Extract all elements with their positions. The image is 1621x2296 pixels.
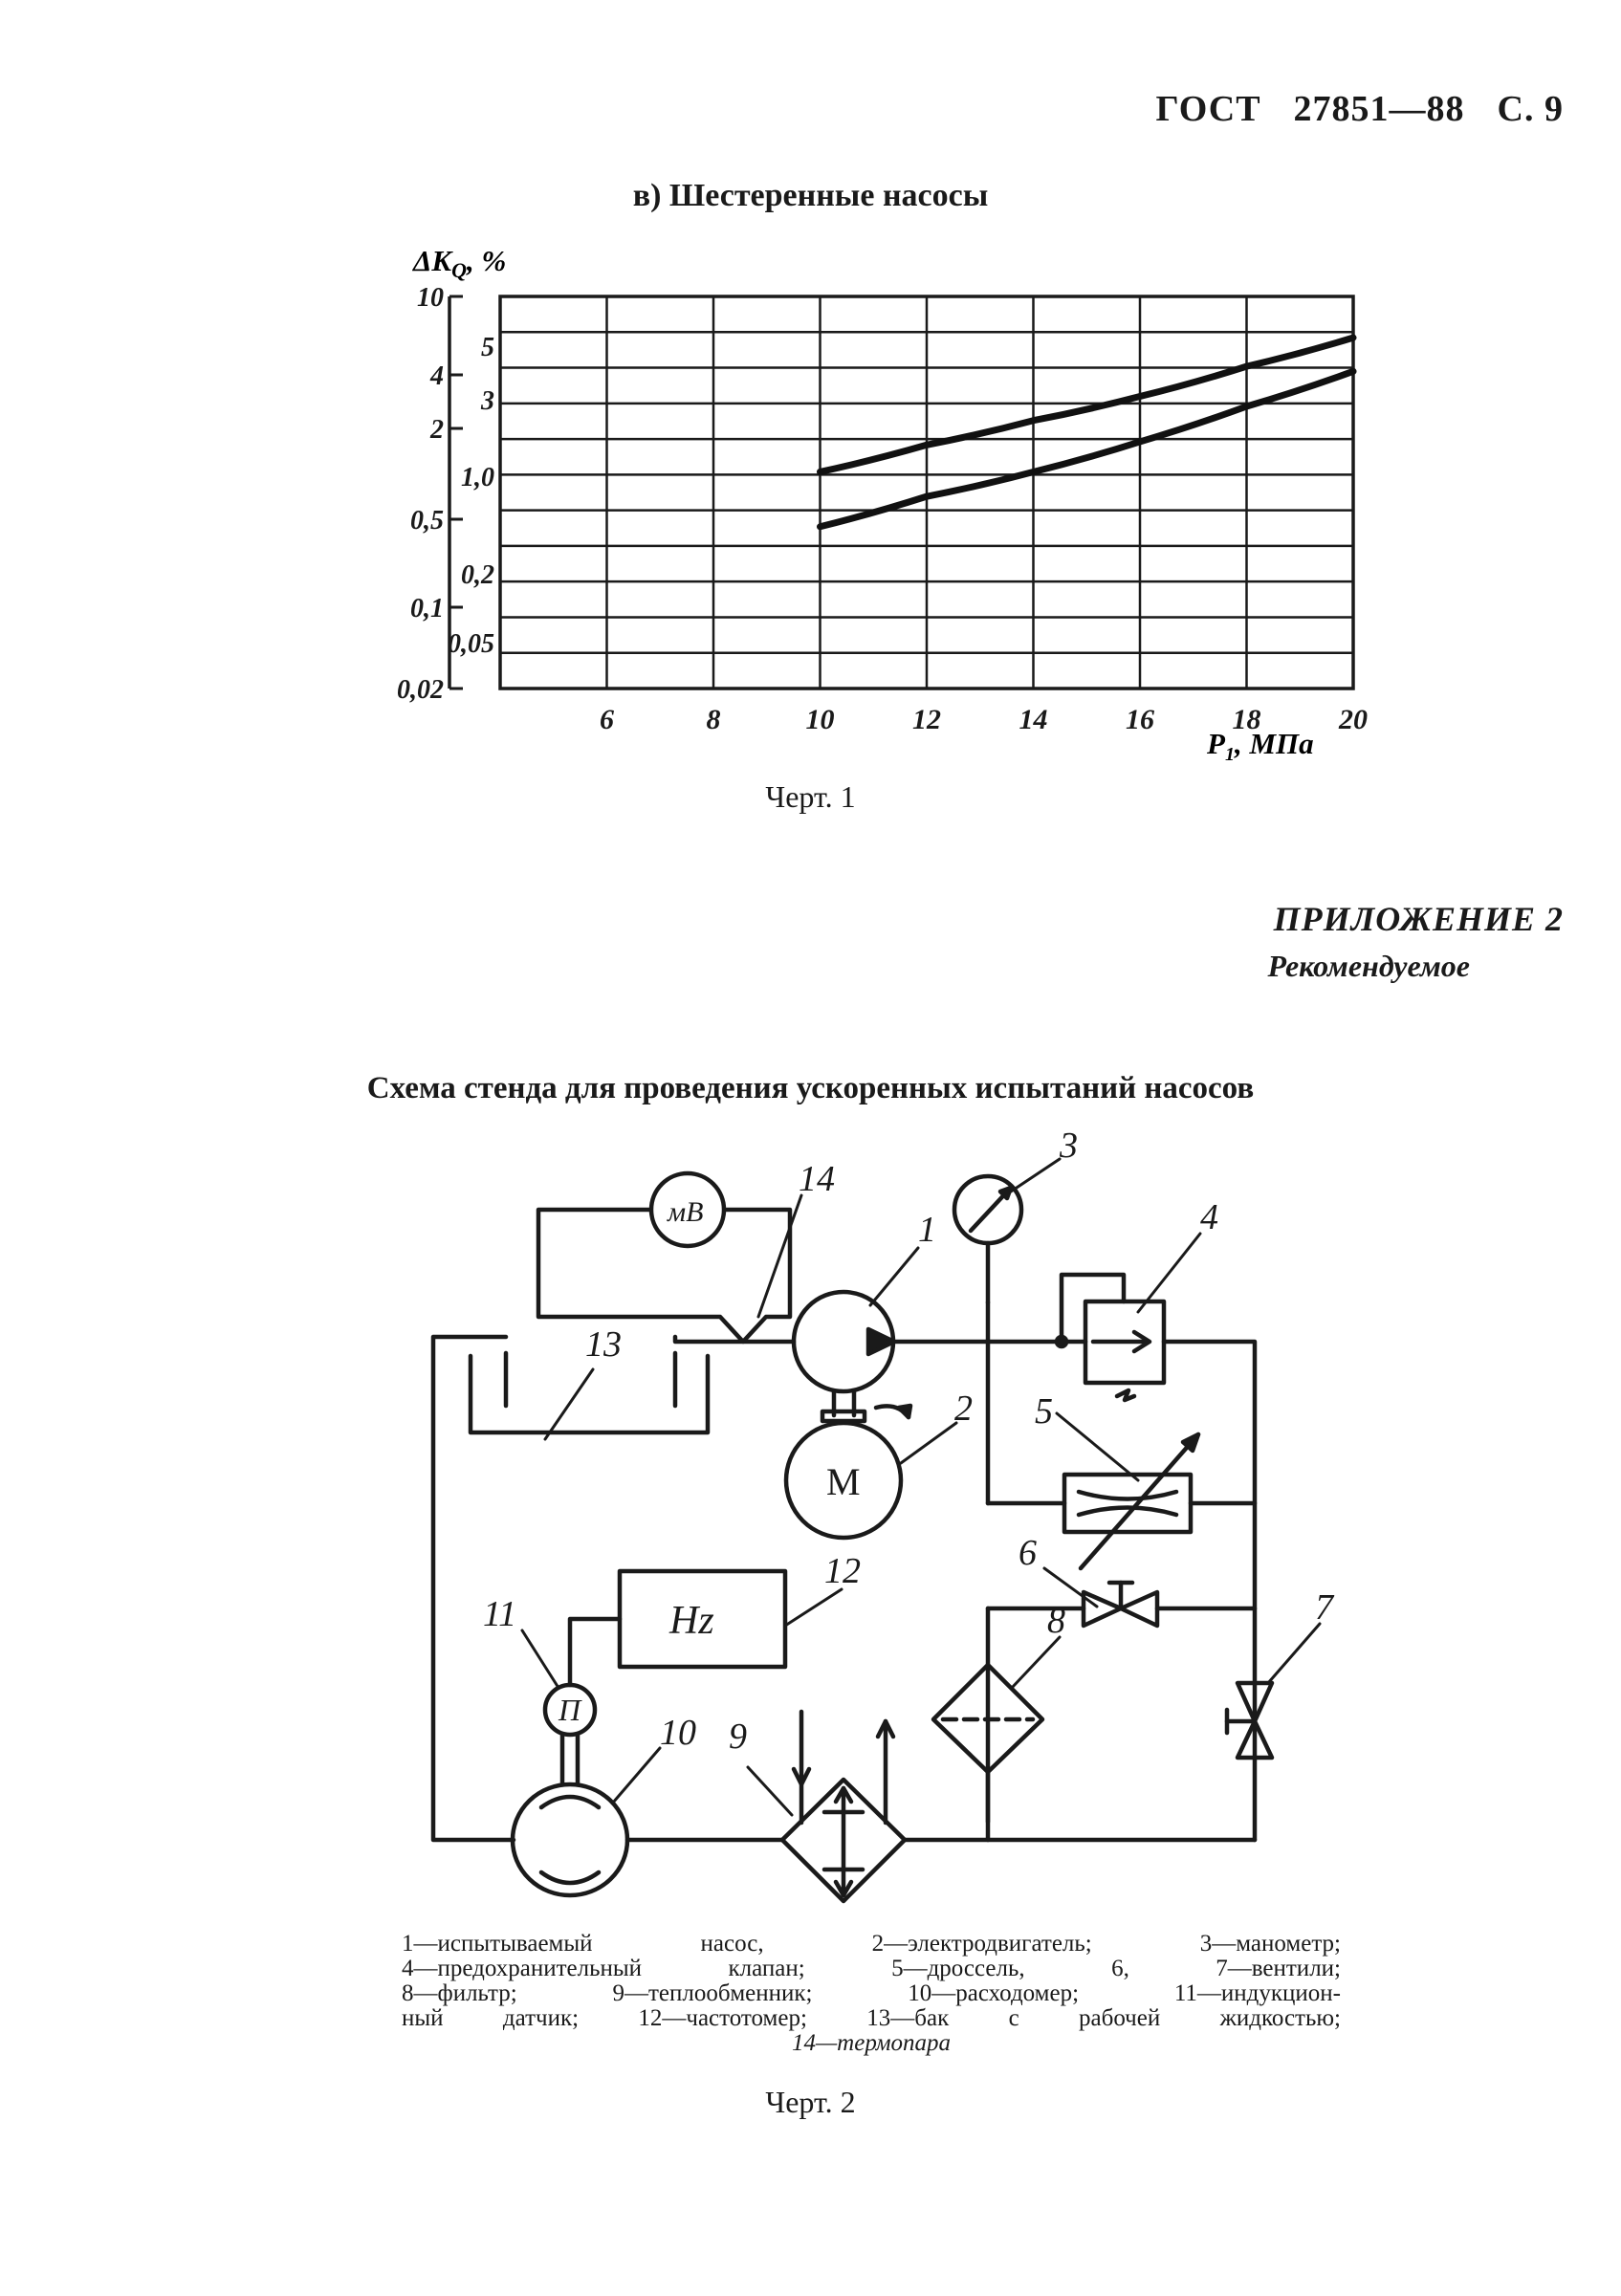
valve-7 — [1227, 1683, 1272, 1758]
inner-y-tick-label: 0,2 — [461, 560, 494, 590]
chart-caption: Черт. 1 — [765, 779, 856, 814]
label-14: 14 — [799, 1159, 835, 1199]
label-9: 9 — [729, 1717, 747, 1757]
label-7: 7 — [1315, 1587, 1333, 1628]
x-tick-label: 12 — [912, 704, 941, 735]
x-tick-label: 10 — [805, 704, 835, 735]
heat-exchanger — [782, 1712, 905, 1901]
x-tick-label: 6 — [600, 704, 614, 735]
outer-y-tick-label: 4 — [430, 361, 444, 391]
standard-label: ГОСТ — [1155, 89, 1261, 129]
motor-label: М — [826, 1460, 861, 1503]
legend-line: 8—фильтр; 9—теплообменник; 10—расходомер; 11—индукцион- — [402, 1980, 1341, 2006]
legend-line: 1—испытываемый насос, 2—электродвигатель; 3—манометр; — [402, 1931, 1341, 1957]
chart-grid — [500, 296, 1353, 689]
flowmeter — [513, 1784, 627, 1895]
hz-label: Hz — [669, 1599, 714, 1643]
chart-subtitle: в) Шестеренные насосы — [632, 178, 989, 213]
inner-y-tick-label: 5 — [481, 333, 494, 362]
leader-lines — [522, 1159, 1320, 1815]
x-tick-label: 20 — [1339, 704, 1368, 735]
legend-line: ный датчик; 12—частотомер; 13—бак с рабочей жидкостью; — [402, 2005, 1341, 2031]
scheme-title: Схема стенда для проведения ускоренных испытаний насосов — [366, 1071, 1255, 1105]
label-8: 8 — [1047, 1601, 1065, 1641]
x-tick-label: 18 — [1232, 704, 1261, 735]
x-tick-label: 8 — [706, 704, 721, 735]
outer-y-tick-label: 0,1 — [410, 594, 444, 623]
manometer — [954, 1176, 1021, 1302]
label-1: 1 — [918, 1210, 936, 1250]
page-number: С. 9 — [1497, 89, 1564, 129]
throttle — [1064, 1434, 1198, 1568]
label-12: 12 — [824, 1551, 861, 1591]
thermocouple — [538, 1173, 790, 1342]
label-2: 2 — [954, 1389, 973, 1429]
mv-label: мВ — [668, 1196, 704, 1228]
standard-number: 27851—88 — [1293, 89, 1465, 129]
y-axis-label: $\Delta K_Q$, % — [413, 244, 507, 282]
inner-y-tick-label: 3 — [481, 386, 494, 416]
scheme-caption: Черт. 2 — [765, 2085, 856, 2119]
chart-series — [820, 338, 1353, 527]
tank — [471, 1353, 708, 1432]
label-5: 5 — [1035, 1391, 1053, 1432]
relief-valve — [1057, 1275, 1164, 1400]
sensor-label: П — [559, 1693, 581, 1727]
chart — [0, 0, 1621, 765]
pump — [794, 1292, 910, 1421]
legend-line: 4—предохранительный клапан; 5—дроссель, 6, 7—вентили; — [402, 1956, 1341, 1981]
test-bench-scheme — [0, 1100, 1621, 1922]
inner-y-tick-label: 1,0 — [461, 463, 494, 492]
label-13: 13 — [585, 1324, 622, 1365]
outer-y-tick-label: 2 — [430, 415, 444, 445]
outer-y-tick-label: 0,02 — [397, 675, 444, 705]
series-line-1 — [821, 338, 1354, 471]
inner-y-tick-label: 0,05 — [448, 629, 494, 659]
label-11: 11 — [483, 1594, 517, 1634]
x-tick-label: 14 — [1019, 704, 1048, 735]
label-4: 4 — [1200, 1197, 1218, 1237]
appendix-subtitle: Рекомендуемое — [1267, 949, 1470, 983]
label-6: 6 — [1019, 1533, 1037, 1573]
label-3: 3 — [1060, 1126, 1078, 1166]
outer-y-tick-label: 10 — [417, 283, 444, 313]
induction-sensor — [545, 1619, 620, 1784]
appendix-title: ПРИЛОЖЕНИЕ 2 — [1273, 900, 1564, 938]
scheme-legend — [402, 1932, 1341, 2056]
chart-axes — [449, 296, 1353, 689]
outer-y-tick-label: 0,5 — [410, 506, 444, 536]
x-tick-label: 16 — [1126, 704, 1154, 735]
legend-line: 14—термопара — [791, 2030, 952, 2056]
label-10: 10 — [660, 1713, 696, 1753]
x-axis-label: $P_1$, МПа — [1207, 727, 1314, 765]
